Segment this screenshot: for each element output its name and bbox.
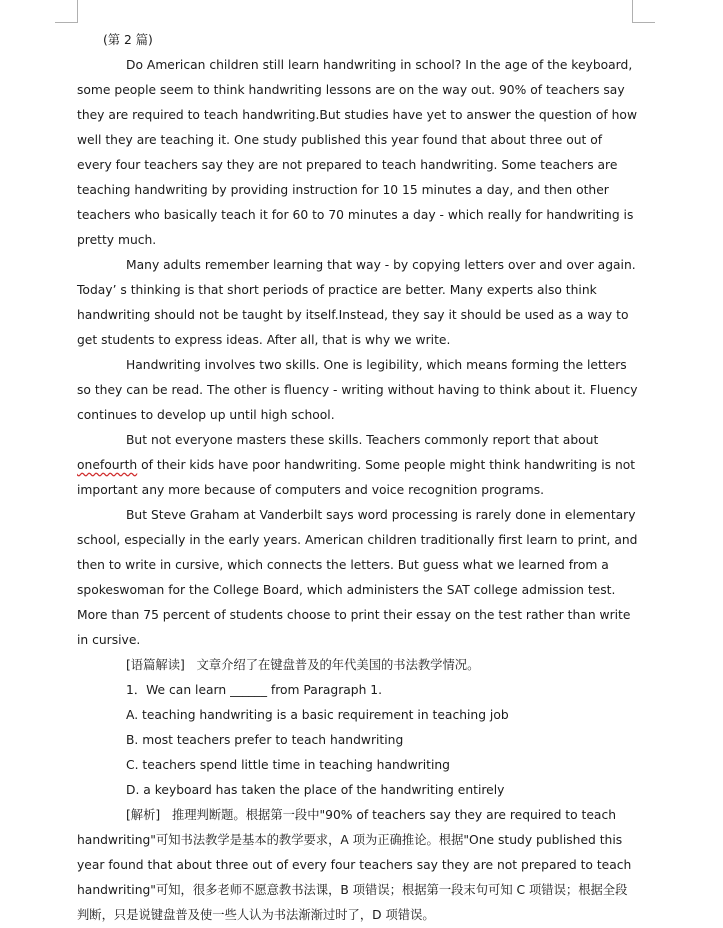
option-d: D. a keyboard has taken the place of the handwriting entirely [126, 783, 505, 797]
explanation-label: [解析] [126, 808, 161, 822]
paragraph-3: Handwriting involves two skills. One is legibility, which means forming the letters so they can be read. The other is fluency - writing without having to think about it. Fluency continues to develop up until high school. [77, 358, 638, 422]
summary-label: [语篇解读] [126, 658, 185, 672]
paragraph-5: But Steve Graham at Vanderbilt says word processing is rarely done in elementary school, especially in the early years. American children traditionally first learn to print, and then to write in cursive, which connects the letters. But guess what we learned from a spokeswoman for the College Board, which administers the SAT college admission test. More than 75 percent of students choose to print their essay on the test rather than write in cursive. [77, 508, 638, 647]
passage-heading: (第 2 篇) [103, 33, 153, 47]
document-page [77, 28, 639, 928]
spellcheck-flagged-word[interactable]: onefourth [77, 458, 138, 472]
option-a: A. teaching handwriting is a basic requirement in teaching job [126, 708, 509, 722]
page-corner-mark-left [55, 0, 78, 23]
passage-summary [77, 653, 639, 678]
option-c: C. teachers spend little time in teaching handwriting [126, 758, 450, 772]
paragraph-4 [77, 428, 639, 503]
paragraph-4-start: But not everyone masters these skills. Teachers commonly report that about [126, 433, 599, 447]
explanation [77, 803, 639, 928]
paragraph-2: Many adults remember learning that way - by copying letters over and over again. Today’ s thinking is that short periods of practice are better. Many experts also think handwriting should not be taught by itself.Instead, they say it should be used as a way to get students to express ideas. After all, that is why we write. [77, 258, 636, 347]
page-corner-mark-right [632, 0, 655, 23]
paragraph-1: Do American children still learn handwriting in school? In the age of the keyboard, some people seem to think handwriting lessons are on the way out. 90% of teachers say they are required to teach handwriting.But studies have yet to answer the question of how well they are teaching it. One study published this year found that about three out of every four teachers say they are not prepared to teach handwriting. Some teachers are teaching handwriting by providing instruction for 10 15 minutes a day, and then other teachers who basically teach it for 60 to 70 minutes a day - which really for handwriting is pretty much. [77, 58, 638, 247]
summary-text: 文章介绍了在键盘普及的年代美国的书法教学情况。 [196, 658, 480, 672]
option-b: B. most teachers prefer to teach handwriting [126, 733, 404, 747]
explanation-text: 推理判断题。根据第一段中"90% of teachers say they are required to teach handwriting"可知书法教学是基本的教学要求，A 项为正确推论。根据"One study published this year found that about three out of every four teachers say they are not prepared to teach handwriting"可知，很多老师不愿意教书法课，B 项错误；根据第一段末句可知 C 项错误；根据全段判断，只是说键盘普及使一些人认为书法渐渐过时了，D 项错误。 [77, 808, 632, 922]
paragraph-4-end: of their kids have poor handwriting. Some people might think handwriting is not important any more because of computers and voice recognition programs. [77, 458, 636, 497]
question-stem: 1．We can learn ______ from Paragraph 1. [126, 683, 383, 697]
